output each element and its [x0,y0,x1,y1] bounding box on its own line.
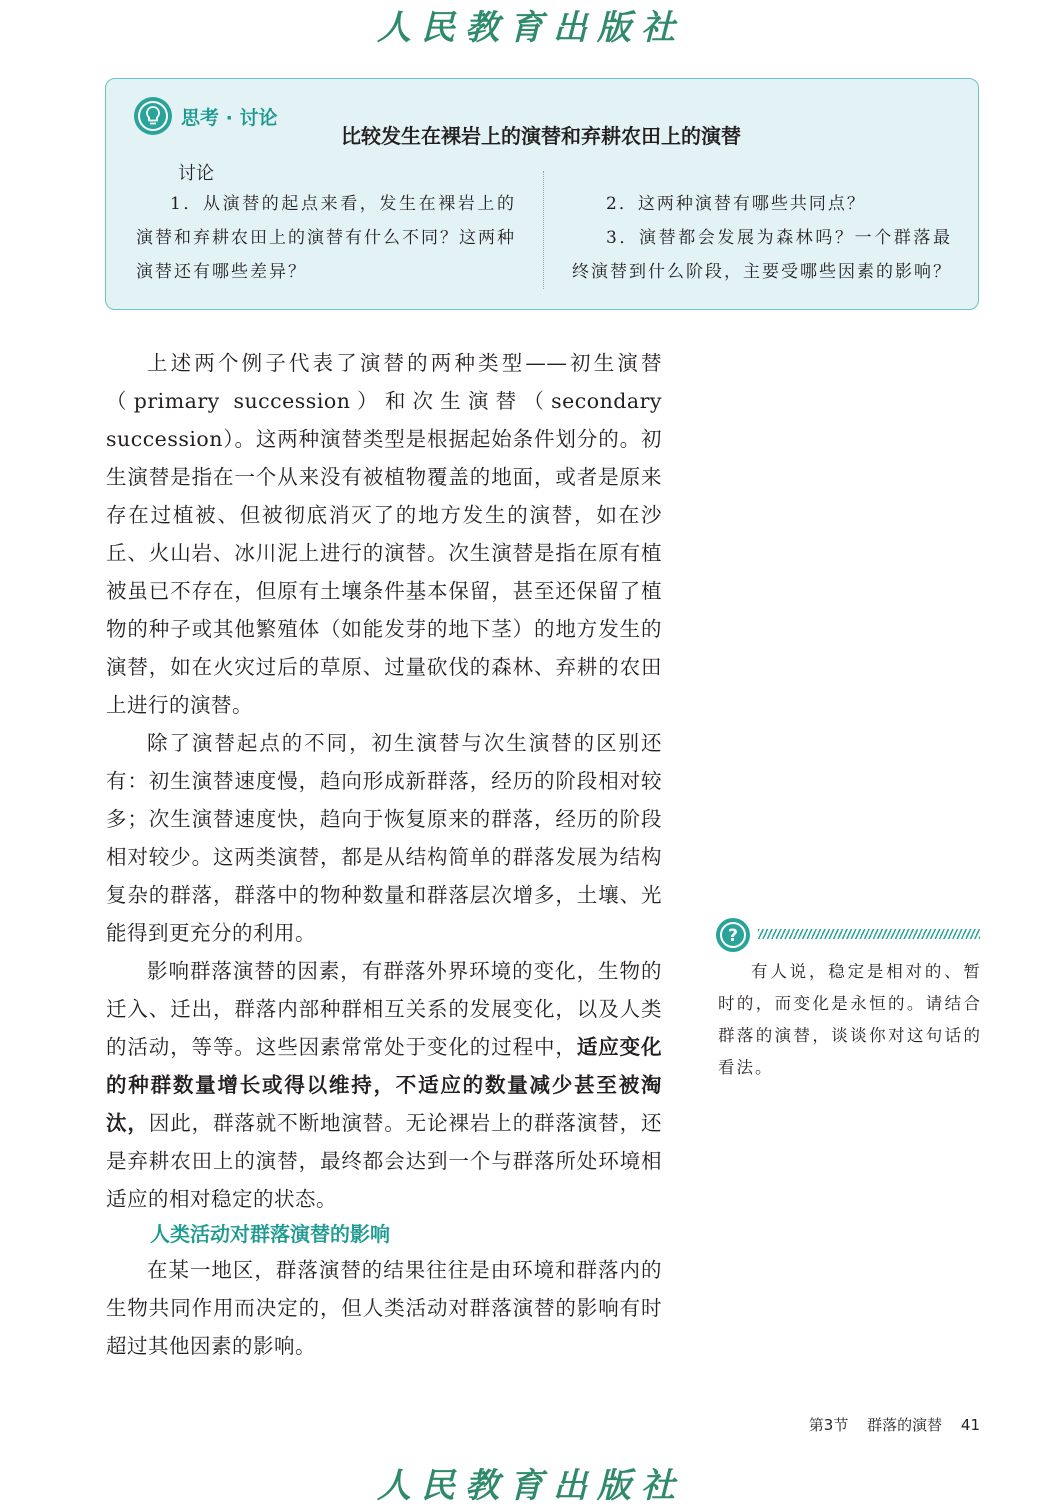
questions-right [572,187,952,289]
question-2: 2．这两种演替有哪些共同点？ [606,194,866,214]
side-note-text: 有人说，稳定是相对的、暂时的，而变化是永恒的。请结合群落的演替，谈谈你对这句话的看法。 [718,962,982,1077]
paragraph-3-start: 影响群落演替的因素，有群落外界环境的变化，生物的迁入、迁出，群落内部种群相互关系的发展变化，以及人类的活动，等等。这些因素常常处于变化的过程中， [106,959,662,1059]
page-footer [795,1414,980,1435]
section-paragraph: 在某一地区，群落演替的结果往往是由环境和群落内的生物共同作用而决定的，但人类活动对群落演替的影响有时超过其他因素的影响。 [106,1258,662,1358]
question-mark-icon [716,918,750,952]
paragraph-2: 除了演替起点的不同，初生演替与次生演替的区别还有：初生演替速度慢，趋向形成新群落，经历的阶段相对较多；次生演替速度快，趋向于恢复原来的群落，经历的阶段相对较少。这两类演替，都是从结构简单的群落发展为结构复杂的群落，群落中的物种数量和群落层次增多，土壤、光能得到更充分的利用。 [106,731,662,945]
discussion-box [105,78,979,310]
section-heading: 人类活动对群落演替的影响 [150,1222,390,1246]
footer-section: 第3节 [808,1416,849,1434]
publisher-logo-top: 人民教育出版社 [377,8,685,48]
question-1: 1．从演替的起点来看，发生在裸岩上的演替和弃耕农田上的演替有什么不同？这两种演替还有哪些差异？ [136,194,516,282]
side-note-decoration [758,929,980,939]
paragraph-3 [106,952,662,1218]
footer-chapter-title: 群落的演替 [867,1416,943,1434]
section-text [106,1251,662,1365]
main-text [106,344,662,1218]
paragraph-1: 上述两个例子代表了演替的两种类型——初生演替（primary succession）和次生演替（secondary succession）。这两种演替类型是根据起始条件划分的。初生演替是指在一个从来没有被植物覆盖的地面，或者是原来存在过植被、但被彻底消灭了的地方发生的演替，如在沙丘、火山岩、冰川泥上进行的演替。次生演替是指在原有植被虽已不存在，但原有土壤条件基本保留，甚至还保留了植物的种子或其他繁殖体（如能发芽的地下茎）的地方发生的演替，如在火灾过后的草原、过量砍伐的森林、弃耕的农田上进行的演替。 [106,351,662,717]
discussion-label: 思考 · 讨论 [181,107,278,129]
paragraph-3-bold: 适应变化的种群数量增长或得以维持，不适应的数量减少甚至被淘汰， [106,1035,663,1135]
questions-left [136,187,516,289]
question-3: 3．演替都会发展为森林吗？一个群落最终演替到什么阶段，主要受哪些因素的影响？ [572,228,952,282]
paragraph-3-end: 因此，群落就不断地演替。无论裸岩上的群落演替，还是弃耕农田上的演替，最终都会达到一个与群落所处环境相适应的相对稳定的状态。 [106,1111,663,1211]
svg-text:?: ? [728,926,738,946]
discussion-subtitle: 讨论 [178,163,214,184]
lightbulb-icon [134,97,172,135]
discussion-title: 比较发生在裸岩上的演替和弃耕农田上的演替 [341,124,741,148]
publisher-logo-bottom: 人民教育出版社 [377,1466,685,1506]
page-number: 41 [960,1416,980,1434]
side-note [718,956,982,1084]
column-divider [543,171,544,289]
